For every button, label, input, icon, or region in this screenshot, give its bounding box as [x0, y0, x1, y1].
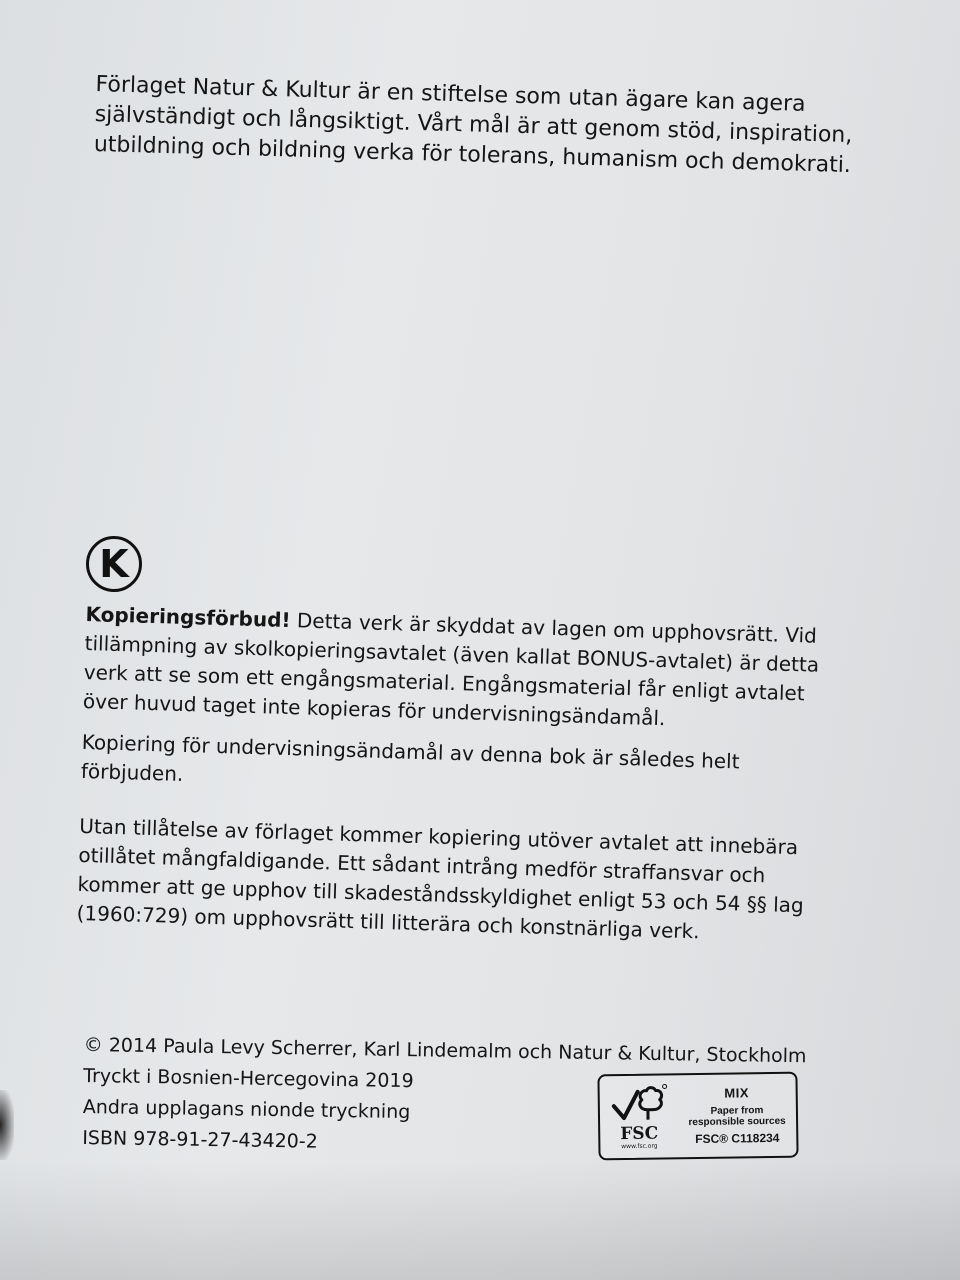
page-bottom-shadow — [0, 1160, 960, 1280]
notice-paragraph-1 — [83, 600, 826, 738]
fsc-url: www.fsc.org — [621, 1142, 658, 1150]
k-circle-icon — [86, 536, 142, 592]
fsc-logo — [599, 1075, 678, 1158]
fsc-brand: FSC — [620, 1123, 659, 1144]
edition-line: Andra upplagans nionde tryckning — [82, 1095, 411, 1124]
page-edge-shadow — [0, 1090, 14, 1160]
fsc-tree-checkmark-icon — [610, 1083, 669, 1124]
k-circle-letter: K — [99, 542, 129, 586]
publisher-statement-text: Förlaget Natur & Kultur är en stiftelse som utan ägare kan agera självständigt och långsiktigt. Vårt mål är att genom stöd, inspiration, utbildning och bildning verka för tolerans, humanism och demokrati. — [93, 71, 853, 179]
fsc-label — [597, 1072, 798, 1161]
notice-paragraph-1-text: Detta verk är skyddat av lagen om upphovsrätt. Vid tillämpning av skolkopieringsavtalet (även kallat BONUS-avtalet) är detta verk att se som ett engångsmaterial. Engångsmaterial får enligt avtalet över huvud taget inte kopieras för undervisningsändamål. — [82, 608, 820, 731]
notice-paragraph-2: Kopiering för undervisningsändamål av denna bok är således helt förbjuden. — [80, 729, 740, 786]
fsc-claim — [677, 1074, 796, 1158]
publisher-statement — [93, 70, 855, 181]
isbn-line: ISBN 978-91-27-43420-2 — [82, 1126, 318, 1153]
printed-in-line: Tryckt i Bosnien-Hercegovina 2019 — [83, 1064, 414, 1093]
fsc-license-code: FSC® C118234 — [695, 1130, 780, 1146]
copyright-notice — [76, 600, 826, 962]
fsc-category: MIX — [724, 1084, 750, 1101]
notice-paragraph-3: Utan tillåtelse av förlaget kommer kopiering utöver avtalet att innebära otillåtet mångfaldigande. Ett sådant intrång medför straffansvar och kommer att ge upphov till skadeståndsskyldighet enligt 53 och 54 §§ lag (1960:729) om upphovsrätt till litterära och konstnärliga verk. — [76, 813, 805, 944]
fsc-claim-line-1: Paper from — [710, 1104, 764, 1117]
copyright-line: © 2014 Paula Levy Scherrer, Karl Lindemalm och Natur & Kultur, Stockholm — [83, 1033, 807, 1068]
fsc-claim-line-2: responsible sources — [688, 1115, 786, 1128]
notice-heading: Kopieringsförbud! — [85, 601, 291, 633]
